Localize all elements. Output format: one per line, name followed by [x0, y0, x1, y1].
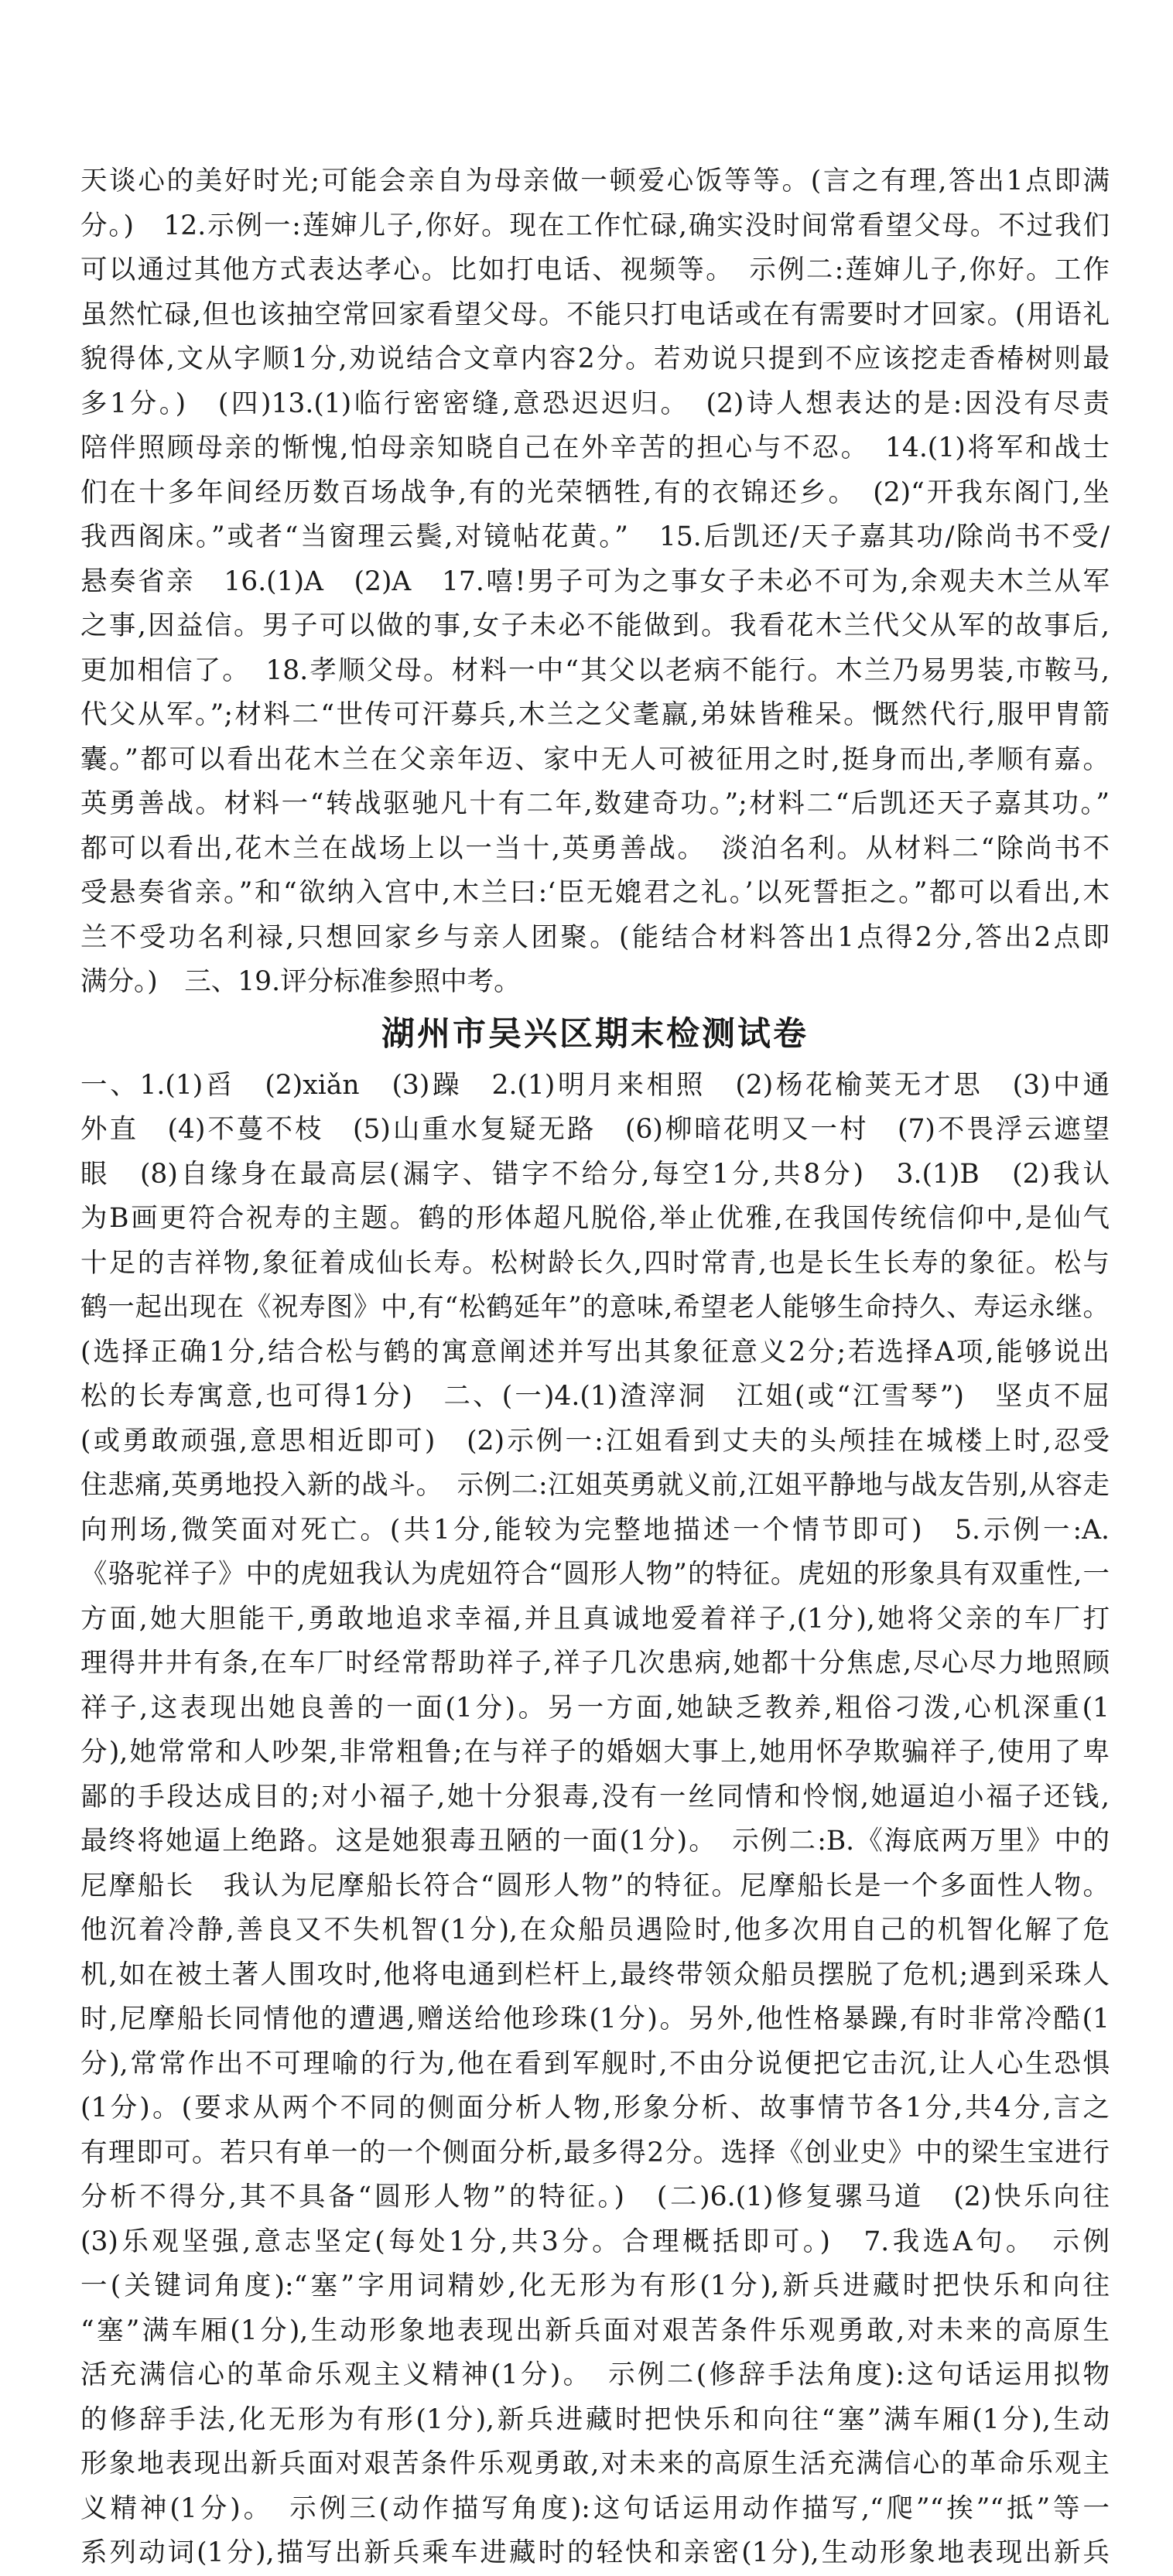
text-line: 松的长寿寓意,也可得1分) 二、(一)4.(1)渣滓洞 江姐(或“江雪琴”) 坚贞不屈: [80, 1381, 1110, 1412]
text-line: 方面,她大胆能干,勇敢地追求幸福,并且真诚地爱着祥子,(1分),她将父亲的车厂打: [80, 1603, 1110, 1635]
text-line: (1分)。(要求从两个不同的侧面分析人物,形象分析、故事情节各1分,共4分,言之: [80, 2093, 1110, 2123]
text-line: 眼 (8)自缘身在最高层(漏字、错字不给分,每空1分,共8分) 3.(1)B (2)我认: [80, 1158, 1110, 1190]
text-line: 的修辞手法,化无形为有形(1分),新兵进藏时把快乐和向往“塞”满车厢(1分),生动: [80, 2403, 1110, 2435]
text-line: 分。) 12.示例一:莲婶儿子,你好。现在工作忙碌,确实没时间常看望父母。不过我们: [80, 210, 1110, 241]
text-line: 更加相信了。 18.孝顺父母。材料一中“其父以老病不能行。木兰乃易男装,市鞍马,: [80, 654, 1110, 686]
exam-answers: [80, 1064, 1110, 2576]
text-line: 都可以看出,花木兰在战场上以一当十,英勇善战。 淡泊名利。从材料二“除尚书不: [80, 832, 1110, 864]
text-line: 兰不受功名利禄,只想回家乡与亲人团聚。(能结合材料答出1点得2分,答出2点即: [80, 921, 1110, 953]
text-line: 祥子,这表现出她良善的一面(1分)。另一方面,她缺乏教养,粗俗刁泼,心机深重(1: [80, 1692, 1110, 1724]
text-line: 最终将她逼上绝路。这是她狠毒丑陋的一面(1分)。 示例二:B.《海底两万里》中的: [80, 1826, 1110, 1857]
text-line: 尼摩船长 我认为尼摩船长符合“圆形人物”的特征。尼摩船长是一个多面性人物。: [80, 1870, 1110, 1901]
text-line: 外直 (4)不蔓不枝 (5)山重水复疑无路 (6)柳暗花明又一村 (7)不畏浮云遮望: [80, 1114, 1110, 1145]
text-line: 为B画更符合祝寿的主题。鹤的形体超凡脱俗,举止优雅,在我国传统信仰中,是仙气: [80, 1203, 1110, 1234]
text-line: 机,如在被土著人围攻时,他将电通到栏杆上,最终带领众船员摆脱了危机;遇到采珠人: [80, 1959, 1110, 1990]
text-line: 一、1.(1)舀 (2)xiǎn (3)躁 2.(1)明月来相照 (2)杨花榆荚无才思 (3)中通: [80, 1069, 1110, 1101]
text-line: 囊。”都可以看出花木兰在父亲年迈、家中无人可被征用之时,挺身而出,孝顺有嘉。: [80, 743, 1110, 775]
text-line: 可以通过其他方式表达孝心。比如打电话、视频等。 示例二:莲婶儿子,你好。工作: [80, 255, 1110, 285]
text-line: 一(关键词角度):“塞”字用词精妙,化无形为有形(1分),新兵进藏时把快乐和向往: [80, 2270, 1110, 2301]
text-line: 活充满信心的革命乐观主义精神(1分)。 示例二(修辞手法角度):这句话运用拟物: [80, 2359, 1110, 2390]
text-line: 天谈心的美好时光;可能会亲自为母亲做一顿爱心饭等等。(言之有理,答出1点即满: [80, 166, 1110, 196]
text-line: 陪伴照顾母亲的惭愧,怕母亲知晓自己在外辛苦的担心与不忍。 14.(1)将军和战士: [80, 432, 1110, 463]
text-line: 分),常常作出不可理喻的行为,他在看到军舰时,不由分说便把它击沉,让人心生恐惧: [80, 2048, 1110, 2079]
text-line: 住悲痛,英勇地投入新的战斗。 示例二:江姐英勇就义前,江姐平静地与战友告别,从容走: [80, 1470, 1110, 1501]
text-line: (3)乐观坚强,意志坚定(每处1分,共3分。合理概括即可。) 7.我选A句。 示例: [80, 2226, 1110, 2257]
text-line: 义精神(1分)。 示例三(动作描写角度):这句话运用动作描写,“爬”“挨”“抵”等一: [80, 2492, 1110, 2524]
text-line: 理得井井有条,在车厂时经常帮助祥子,祥子几次患病,她都十分焦虑,尽心尽力地照顾: [80, 1648, 1110, 1679]
text-line: 形象地表现出新兵面对艰苦条件乐观勇敢,对未来的高原生活充满信心的革命乐观主: [80, 2448, 1110, 2479]
text-line: 虽然忙碌,但也该抽空常回家看望父母。不能只打电话或在有需要时才回家。(用语礼: [80, 299, 1110, 330]
text-line: 悬奏省亲 16.(1)A (2)A 17.嘻!男子可为之事女子未必不可为,余观夫木兰从军: [80, 565, 1110, 597]
text-line: 有理即可。若只有单一的一个侧面分析,最多得2分。选择《创业史》中的梁生宝进行: [80, 2137, 1110, 2168]
text-line: 满分。) 三、19.评分标准参照中考。: [80, 966, 521, 997]
text-line: “塞”满车厢(1分),生动形象地表现出新兵面对艰苦条件乐观勇敢,对未来的高原生: [80, 2315, 1110, 2346]
text-line: 们在十多年间经历数百场战争,有的光荣牺牲,有的衣锦还乡。 (2)“开我东阁门,坐: [80, 477, 1110, 508]
text-line: 多1分。) (四)13.(1)临行密密缝,意恐迟迟归。 (2)诗人想表达的是:因没有尽责: [80, 388, 1110, 419]
previous-exam-answers: [80, 159, 1110, 1005]
text-line: 分),她常常和人吵架,非常粗鲁;在与祥子的婚姻大事上,她用怀孕欺骗祥子,使用了卑: [80, 1737, 1110, 1768]
text-line: 十足的吉祥物,象征着成仙长寿。松树龄长久,四时常青,也是长生长寿的象征。松与: [80, 1247, 1110, 1279]
text-line: 分析不得分,其不具备“圆形人物”的特征。) (二)6.(1)修复骡马道 (2)快乐向往: [80, 2181, 1110, 2212]
text-line: (选择正确1分,结合松与鹤的寓意阐述并写出其象征意义2分;若选择A项,能够说出: [80, 1336, 1110, 1368]
text-line: 《骆驼祥子》中的虎妞我认为虎妞符合“圆形人物”的特征。虎妞的形象具有双重性,一: [80, 1559, 1110, 1590]
text-line: 系列动词(1分),描写出新兵乘车进藏时的轻快和亲密(1分),生动形象地表现出新兵: [80, 2537, 1110, 2568]
text-line: 时,尼摩船长同情他的遭遇,赠送给他珍珠(1分)。另外,他性格暴躁,有时非常冷酷(1: [80, 2004, 1110, 2034]
text-line: 代父从军。”;材料二“世传可汗募兵,木兰之父耄羸,弟妹皆稚呆。慨然代行,服甲胄箭: [80, 699, 1110, 730]
text-line: 我西阁床。”或者“当窗理云鬓,对镜帖花黄。” 15.后凯还/天子嘉其功/除尚书不受/: [80, 521, 1110, 552]
text-line: 向刑场,微笑面对死亡。(共1分,能较为完整地描述一个情节即可) 5.示例一:A.: [80, 1514, 1110, 1546]
text-line: (或勇敢顽强,意思相近即可) (2)示例一:江姐看到丈夫的头颅挂在城楼上时,忍受: [80, 1425, 1110, 1457]
answer-key-page: [80, 159, 1110, 2576]
text-line: 他沉着冷静,善良又不失机智(1分),在众船员遇险时,他多次用自己的机智化解了危: [80, 1915, 1110, 1946]
exam-title: 湖州市吴兴区期末检测试卷: [381, 1014, 809, 1054]
text-line: 受悬奏省亲。”和“欲纳入宫中,木兰曰:‘臣无媲君之礼。’以死誓拒之。”都可以看出,木: [80, 877, 1110, 908]
text-line: 鹤一起出现在《祝寿图》中,有“松鹤延年”的意味,希望老人能够生命持久、寿运永继。: [80, 1292, 1110, 1323]
text-line: 貌得体,文从字顺1分,劝说结合文章内容2分。若劝说只提到不应该挖走香椿树则最: [80, 343, 1110, 374]
text-line: 英勇善战。材料一“转战驱驰凡十有二年,数建奇功。”;材料二“后凯还天子嘉其功。”: [80, 788, 1110, 819]
text-line: 鄙的手段达成目的;对小福子,她十分狠毒,没有一丝同情和怜悯,她逼迫小福子还钱,: [80, 1781, 1110, 1812]
text-line: 之事,因益信。男子可以做的事,女子未必不能做到。我看花木兰代父从军的故事后,: [80, 610, 1110, 641]
